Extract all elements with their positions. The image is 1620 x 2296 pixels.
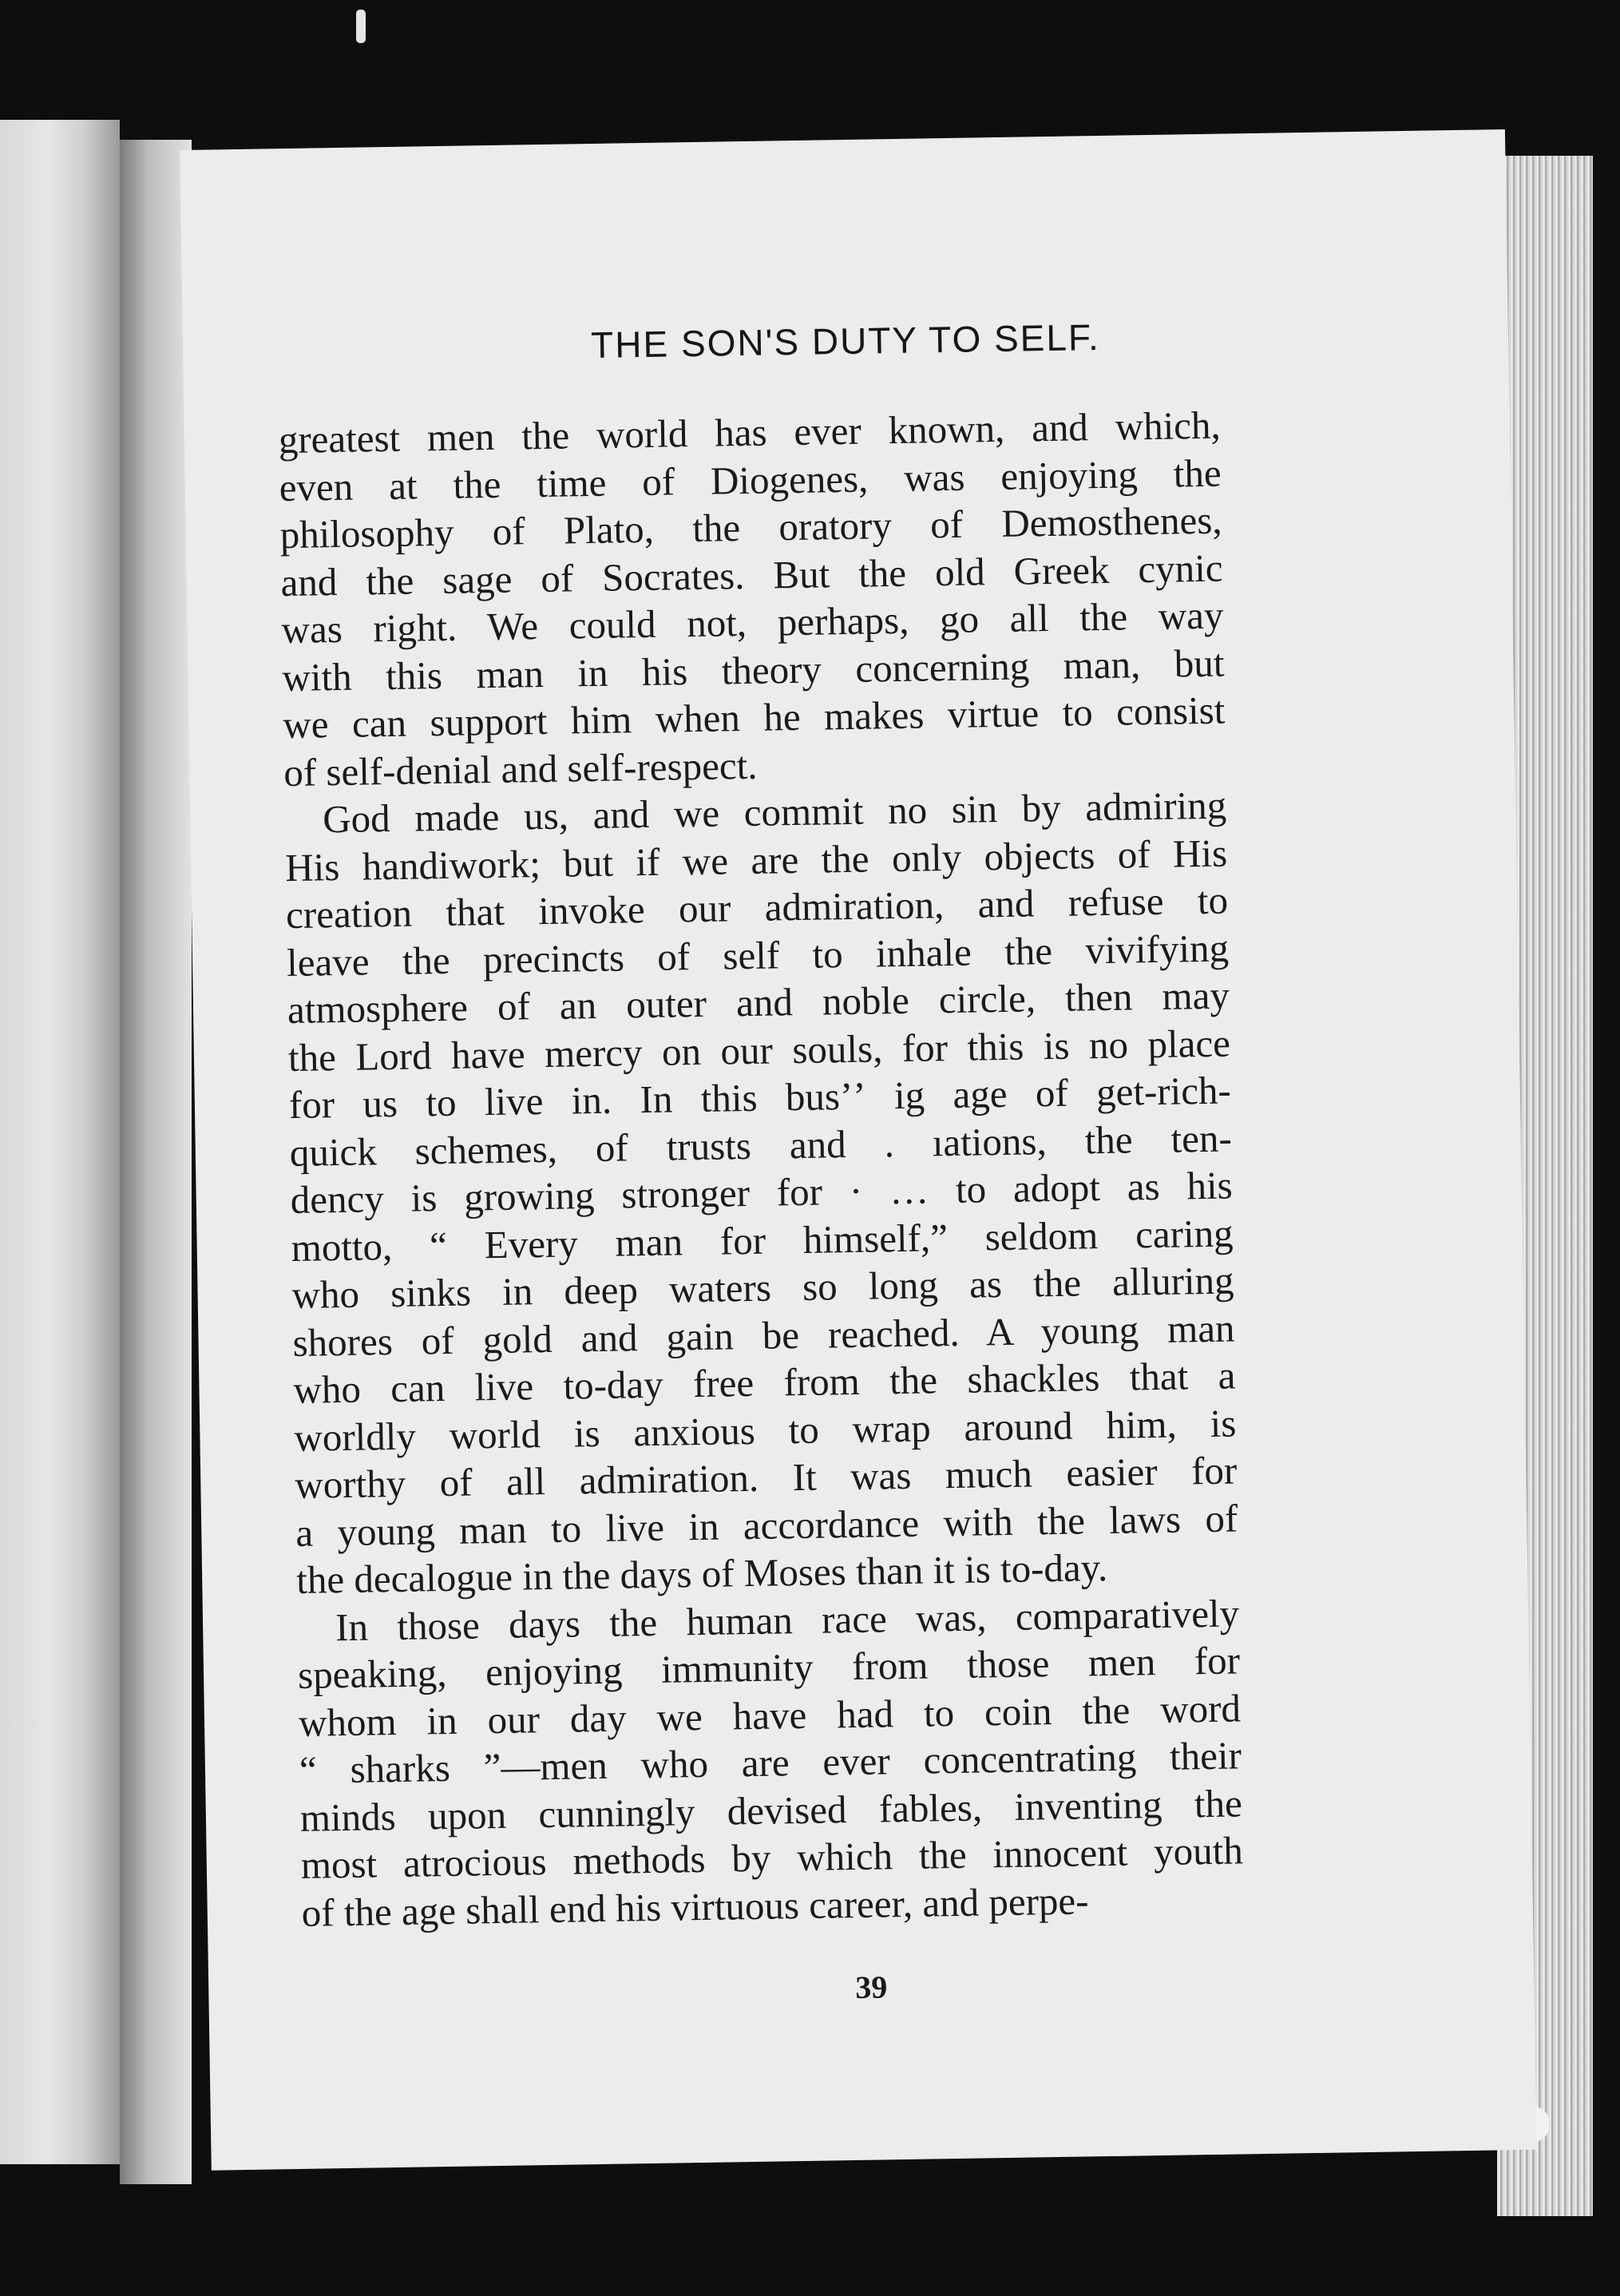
text-line: greatest men the world has ever known, and which, — [278, 402, 1222, 462]
text-line: worthy of all admiration. It was much easier for — [294, 1448, 1238, 1507]
text-line: and the sage of Socrates. But the old Greek cynic — [280, 545, 1223, 605]
text-line: of self-denial and self-respect. — [283, 743, 758, 795]
text-line: the decalogue in the days of Moses than it is to-day. — [295, 1545, 1108, 1602]
text-line: “ sharks ”—men who are ever concentrating their — [299, 1733, 1242, 1792]
text-line: creation that invoke our admiration, and refuse to — [285, 878, 1229, 938]
page-number: 39 — [854, 1969, 888, 2006]
text-line: His handiwork; but if we are the only objects of His — [284, 831, 1228, 890]
text-line: motto, “ Every man for himself,” seldom caring — [291, 1210, 1234, 1270]
text-line: dency is growing stronger for · … to adopt as his — [290, 1163, 1234, 1223]
text-line: God made us, and we commit no sin by admiring — [322, 783, 1227, 842]
left-page-edge — [0, 120, 120, 2164]
text-line: whom in our day we have had to coin the word — [298, 1685, 1242, 1745]
text-line: quick schemes, of trusts and . ıations, the ten- — [289, 1115, 1233, 1175]
text-line: minds upon cunningly devised fables, inventing the — [299, 1780, 1243, 1840]
text-line: we can support him when he makes virtue to consist — [282, 688, 1226, 747]
book-gutter — [120, 140, 192, 2184]
text-line: shores of gold and gain be reached. A young man — [292, 1305, 1235, 1365]
text-line: leave the precincts of self to inhale the vivifying — [286, 926, 1230, 985]
paragraph — [297, 1589, 1244, 1937]
running-head: THE SON'S DUTY TO SELF. — [590, 315, 1101, 366]
text-line: for us to live in. In this busʼʼ ig age of get-rich- — [288, 1068, 1232, 1128]
book-page — [180, 129, 1537, 2171]
paragraph — [278, 402, 1226, 796]
text-line: In those days the human race was, comparatively — [335, 1590, 1240, 1649]
text-line: most atrocious methods by which the innocent youth — [300, 1828, 1244, 1887]
text-line: a young man to live in accordance with the laws of — [295, 1495, 1238, 1555]
text-line: with this man in his theory concerning man, but — [282, 640, 1225, 700]
paragraph — [284, 782, 1239, 1604]
body-text — [278, 402, 1244, 1937]
text-line: the Lord have mercy on our souls, for this is no place — [287, 1021, 1231, 1080]
text-line: who can live to-day free from the shackles that a — [293, 1353, 1236, 1412]
text-line: worldly world is anxious to wrap around him, is — [294, 1400, 1237, 1460]
text-line: of the age shall end his virtuous career, and perpe- — [301, 1878, 1089, 1935]
text-line: philosophy of Plato, the oratory of Demosthenes, — [279, 498, 1222, 557]
text-line: was right. We could not, perhaps, go all the way — [281, 593, 1224, 652]
text-line: atmosphere of an outer and noble circle, then may — [287, 973, 1230, 1033]
text-line: speaking, enjoying immunity from those men for — [297, 1638, 1241, 1697]
film-mark — [356, 10, 366, 43]
text-line: even at the time of Diogenes, was enjoying the — [279, 450, 1222, 510]
text-line: who sinks in deep waters so long as the alluring — [291, 1258, 1234, 1318]
